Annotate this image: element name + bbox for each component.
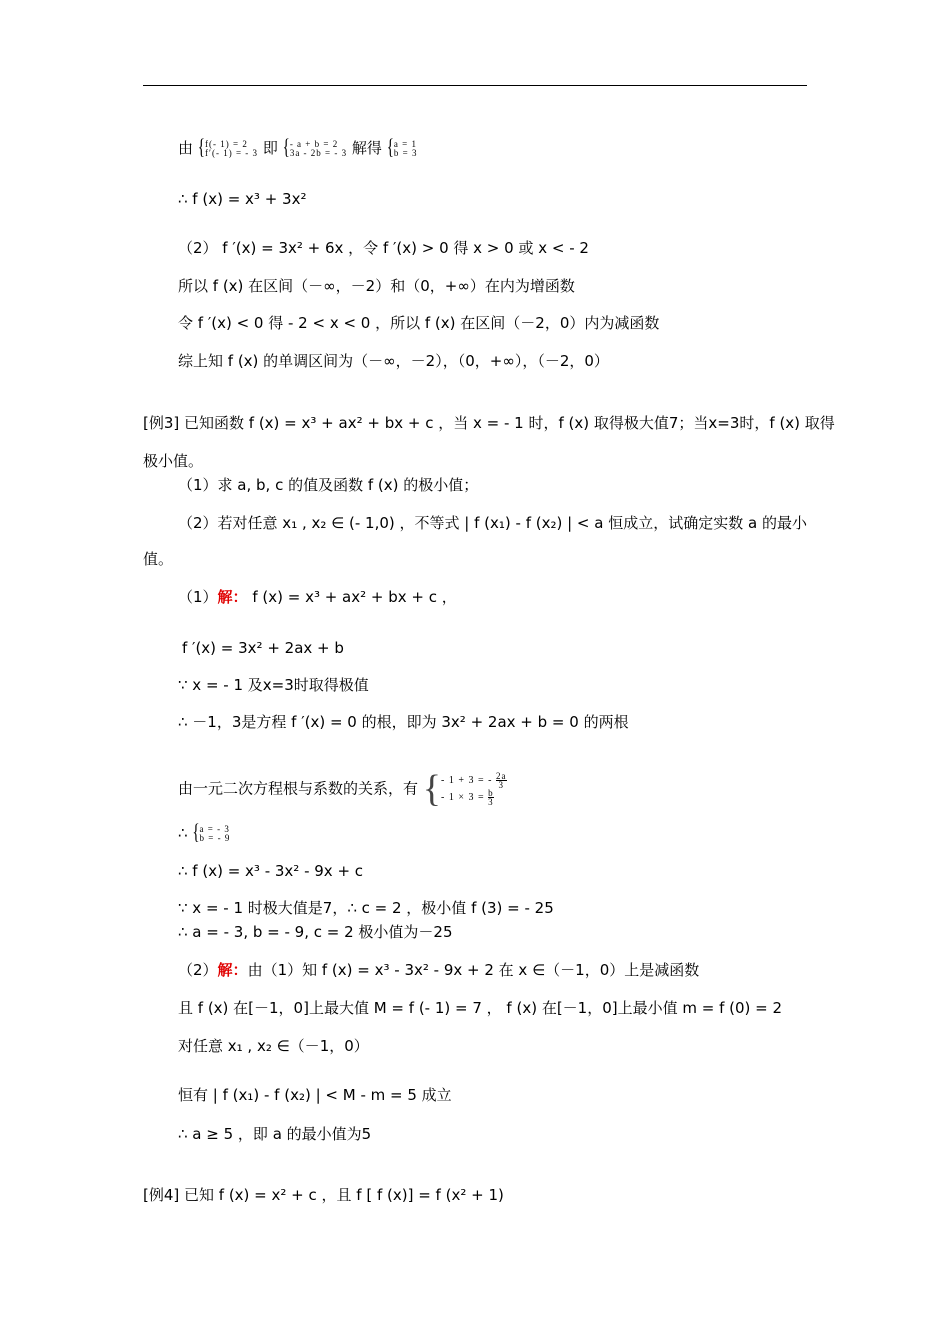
system-1: f(- 1) = 2 f′(- 1) = - 3 bbox=[205, 138, 259, 158]
equation-system-line bbox=[178, 135, 418, 160]
text-jiede: 解得 bbox=[351, 139, 382, 157]
line-roots: ∴ －1，3是方程 f ′(x) = 0 的根，即为 3x² + 2ax + b = 0 的两根 bbox=[178, 713, 629, 731]
example3-statement-cont: 极小值。 bbox=[143, 452, 204, 470]
text-ji: 即 bbox=[262, 139, 278, 157]
line-max-value: ∵ x = - 1 时极大值是7，∴ c = 2 ，极小值 f (3) = - 25 bbox=[178, 899, 554, 917]
line-monotonic-summary: 综上知 f (x) 的单调区间为（－∞，－2），（0，+∞），（－2，0） bbox=[178, 352, 609, 370]
line-max-min: 且 f (x) 在[－1，0]上最大值 M = f (- 1) = 7 ， f (x) 在[－1，0]上最小值 m = f (0) = 2 bbox=[178, 999, 783, 1017]
brace-vieta: { bbox=[422, 768, 442, 810]
ab-values-line: ∴ { a = - 3 b = - 9 bbox=[178, 820, 231, 845]
text-you: 由 bbox=[178, 139, 194, 157]
line-decreasing: 令 f ′(x) < 0 得 - 2 < x < 0 ，所以 f (x) 在区间（－2，0）内为减函数 bbox=[178, 314, 660, 332]
example3-statement: [例3] 已知函数 f (x) = x³ + ax² + bx + c ，当 x = - 1 时，f (x) 取得极大值7；当x=3时，f (x) 取得 bbox=[143, 414, 835, 432]
brace-3: { bbox=[386, 135, 394, 160]
line-extrema-condition: ∵ x = - 1 及x=3时取得极值 bbox=[178, 676, 369, 694]
line-a-min: ∴ a ≥ 5 ，即 a 的最小值为5 bbox=[178, 1125, 372, 1143]
solution-label: 解： bbox=[217, 588, 248, 606]
ab-system: a = - 3 b = - 9 bbox=[199, 823, 231, 843]
system-3: a = 1 b = 3 bbox=[393, 138, 418, 158]
vieta-system: - 1 + 3 = - $\frac{2a}{3}$ - 1 × 3 = $\frac{b}{3}$ bbox=[441, 771, 507, 808]
system-2: - a + b = 2 3a - 2b = - 3 bbox=[289, 138, 348, 158]
line-increasing: 所以 f (x) 在区间（－∞，－2）和（0，+∞）在内为增函数 bbox=[178, 277, 575, 295]
vieta-line: 由一元二次方程根与系数的关系，有 { - 1 + 3 = - $\frac{2a}{3}$ - 1 × 3 = $\frac{b}{3}$ bbox=[178, 768, 507, 810]
line-derivative: f ′(x) = 3x² + 2ax + b bbox=[182, 639, 344, 657]
example4-statement: [例4] 已知 f (x) = x² + c ，且 f [ f (x)] = f (x² + 1) bbox=[143, 1186, 504, 1204]
line-any-x: 对任意 x₁ , x₂ ∈（－1，0） bbox=[178, 1037, 369, 1055]
brace-2: { bbox=[282, 135, 290, 160]
example3-question1: （1）求 a, b, c 的值及函数 f (x) 的极小值； bbox=[178, 476, 479, 494]
brace-ab: { bbox=[192, 820, 200, 845]
brace-1: { bbox=[197, 135, 205, 160]
line-fx-result: ∴ f (x) = x³ + 3x² bbox=[178, 190, 307, 208]
example3-question2-cont: 值。 bbox=[143, 550, 174, 568]
solution1-line: （1）解： f (x) = x³ + ax² + bx + c ， bbox=[178, 588, 457, 606]
header-rule bbox=[143, 85, 807, 86]
line-fx-with-c: ∴ f (x) = x³ - 3x² - 9x + c bbox=[178, 862, 364, 880]
solution2-line: （2）解：由（1）知 f (x) = x³ - 3x² - 9x + 2 在 x ∈（－1，0）上是减函数 bbox=[178, 961, 700, 979]
line-abc-result: ∴ a = - 3, b = - 9, c = 2 极小值为－25 bbox=[178, 923, 453, 941]
example3-question2: （2）若对任意 x₁ , x₂ ∈ (- 1,0) ，不等式 | f (x₁) - f (x₂) | < a 恒成立，试确定实数 a 的最小 bbox=[178, 514, 807, 532]
line-part2-derivative: （2） f ′(x) = 3x² + 6x ，令 f ′(x) > 0 得 x > 0 或 x < - 2 bbox=[178, 239, 589, 257]
line-inequality: 恒有 | f (x₁) - f (x₂) | < M - m = 5 成立 bbox=[178, 1086, 452, 1104]
solution-label-2: 解： bbox=[217, 961, 248, 979]
